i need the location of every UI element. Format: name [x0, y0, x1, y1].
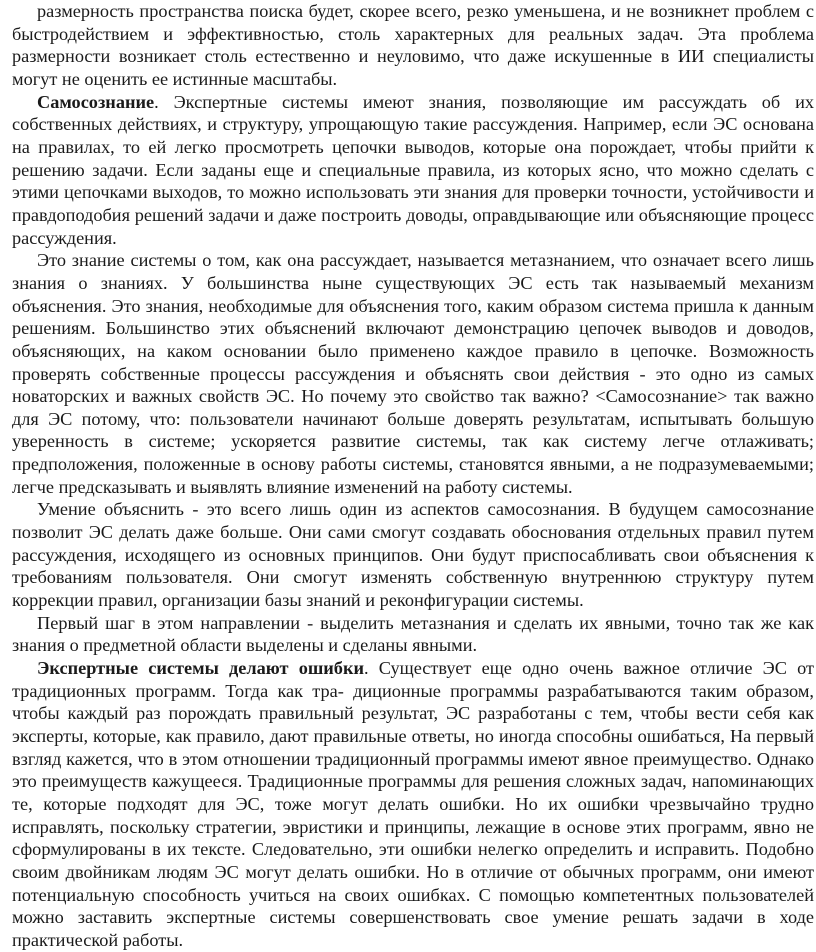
paragraph-2 — [12, 91, 814, 250]
paragraph-4 — [12, 498, 814, 611]
paragraph-2-heading: Самосознание — [37, 91, 155, 112]
paragraph-5 — [12, 612, 814, 657]
paragraph-6 — [12, 657, 814, 952]
paragraph-4-text: Умение объяснить - это всего лишь один из аспектов самосознания. В будущем самосознание позволит ЭС делать даже больше. Они сами смогут создавать обоснования отдельных правил путем рассуждения, исходящего из основных принципов. Они будут приспосабливать свои объяснения к требованиям пользователя. Они смогут изменять собственную внутреннюю структуру путем коррекции правил, организации базы знаний и реконфигурации системы. — [12, 499, 814, 611]
paragraph-5-text: Первый шаг в этом направлении - выделить метазнания и сделать их явными, точно так же как знания о предметной области выделены и сделаны явными. — [12, 612, 814, 656]
paragraph-6-text: . Существует еще одно очень важное отличие ЭС от традиционных программ. Тогда как тра- диционные программы разрабатываются таким образом, чтобы каждый раз порождать правильный результат, ЭС разработаны с тем, чтобы вести себя как эксперты, которые, как правило, дают правильные ответы, но иногда способны ошибаться, На первый взгляд кажется, что в этом отношении традиционный программы имеют явное преимущество. Однако это преимуществ кажущееся. Традиционные программы для решения сложных задач, напоминающих те, которые подходят для ЭС, тоже могут делать ошибки. Но их ошибки чрезвычайно трудно исправлять, поскольку стратегии, эвристики и принципы, лежащие в основе этих программ, явно не сформулированы в их тексте. Следовательно, эти ошибки нелегко определить и исправить. Подобно своим двойникам людям ЭС могут делать ошибки. Но в отличие от обычных программ, они имеют потенциальную способность учиться на своих ошибках. С помощью компетентных пользователей можно заставить экспертные системы совершенствовать свое умение решать задачи в ходе практической работы. — [12, 658, 814, 950]
paragraph-1 — [12, 0, 814, 91]
paragraph-3-text: Это знание системы о том, как она рассуждает, называется метазнанием, что означает всего лишь знания о знаниях. У большинства ныне существующих ЭС есть так называемый механизм объяснения. Это знания, необходимые для объяснения того, каким образом система пришла к данным решениям. Большинство этих объяснений включают демонстрацию цепочек выводов и доводов, объясняющих, на каком основании было применено каждое правило в цепочке. Возможность проверять собственные процессы рассуждения и объяснять свои действия - это одно из самых новаторских и важных свойств ЭС. Но почему это свойство так важно? <Самосознание> так важно для ЭС потому, что: пользователи начинают больше доверять результатам, испытывать большую уверенность в системе; ускоряется развитие системы, так как систему легче отлаживать; предположения, положенные в основу работы системы, становятся явными, а не подразумеваемыми; легче предсказывать и выявлять влияние изменений на работу системы. — [12, 250, 814, 497]
paragraph-6-heading: Экспертные системы делают ошибки — [37, 658, 365, 679]
paragraph-2-text: . Экспертные системы имеют знания, позволяющие им рассуждать об их собственных действиях, и структуру, упрощающую такие рассуждения. Например, если ЭС основана на правилах, то ей легко просмотреть цепочки выводов, которые она порождает, чтобы прийти к решению задачи. Если заданы еще и специальные правила, из которых ясно, что можно сделать с этими цепочками выходов, то можно использовать эти знания для проверки точности, устойчивости и правдоподобия решений задачи и даже построить доводы, оправдывающие или объясняющие процесс рассуждения. — [12, 91, 814, 248]
document-page — [12, 0, 814, 952]
paragraph-1-text: размерность пространства поиска будет, скорее всего, резко уменьшена, и не возникнет проблем с быстродействием и эффективностью, столь характерных для реальных задач. Эта проблема размерности возникает столь естественно и неуловимо, что даже искушенные в ИИ специалисты могут не оценить ее истинные масштабы. — [12, 1, 814, 89]
paragraph-3 — [12, 249, 814, 498]
